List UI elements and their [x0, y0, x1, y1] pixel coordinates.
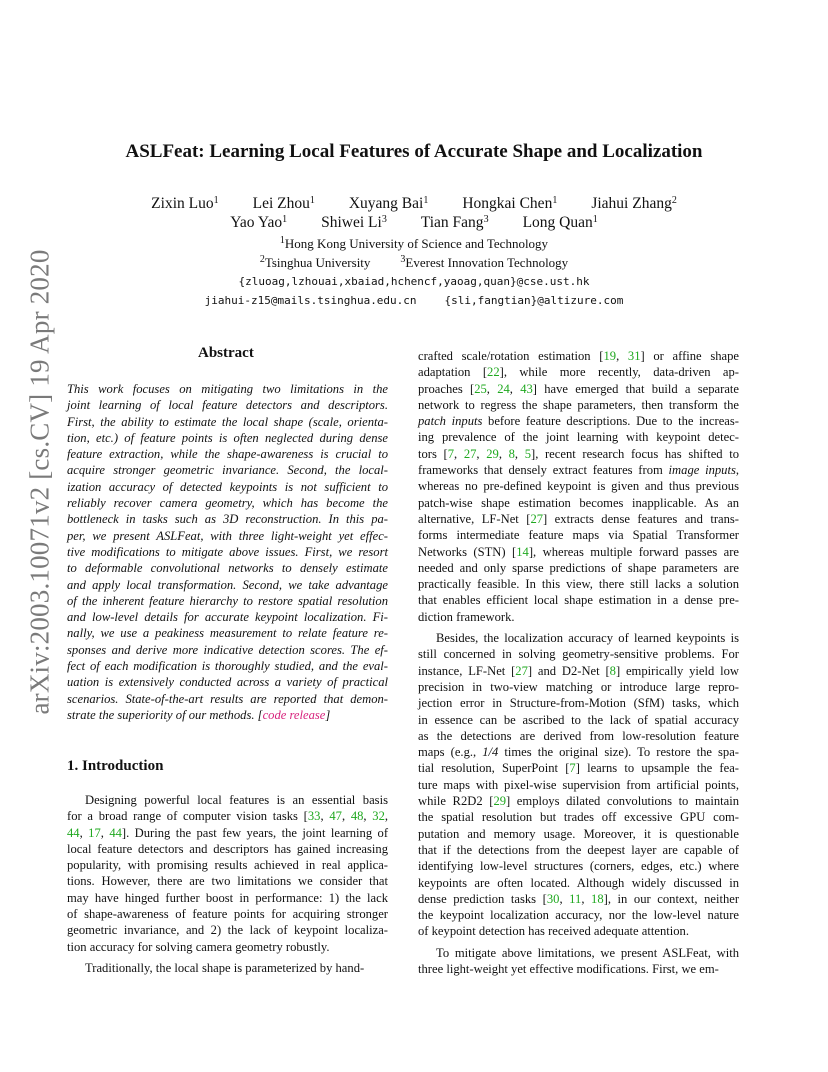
- text-line: the spatial resolution but trades off excessive GPU com-: [418, 810, 739, 825]
- citation-link[interactable]: 24: [497, 381, 510, 396]
- author-affiliation-marker: 1: [592, 214, 598, 225]
- abstract-line: tive modifications to mitigate above issues. First, we resort: [67, 544, 388, 559]
- abstract-line: First, the ability to estimate the local shape (scale, orienta-: [67, 414, 388, 429]
- citation-link[interactable]: 7: [447, 446, 455, 461]
- abstract-line: and apply local transformation. Second, we take advantage: [67, 577, 388, 592]
- citation-link[interactable]: 43: [520, 381, 533, 396]
- citation-link[interactable]: 44: [67, 825, 80, 840]
- citation-link[interactable]: 27: [515, 663, 528, 678]
- citation-link[interactable]: 27: [463, 446, 477, 461]
- emphasis-text: 1/4: [482, 745, 499, 760]
- text-line: putation and memory usage. Moreover, it is questionable: [418, 826, 739, 841]
- email-line-2: [0, 294, 828, 307]
- citation-link[interactable]: 29: [493, 794, 507, 809]
- citation-link[interactable]: 30: [546, 891, 560, 906]
- text-line: that enables efficient local shape estimation in a dense pre-: [418, 593, 739, 608]
- citation-link[interactable]: 27: [530, 511, 544, 526]
- text-line: needed and only sparse predictions of shape parameters are: [418, 560, 739, 575]
- affiliation-2-marker: 2: [259, 254, 265, 265]
- email-altizure: {sli,fangtian}@altizure.com: [444, 294, 624, 307]
- text-line: whereas no pre-defined keypoint is given and thus previous: [418, 479, 739, 494]
- author-list-line-1: [0, 195, 828, 213]
- text-line: the keypoint localization accuracy, nor the low-level nature: [418, 908, 739, 923]
- text-line: that if the detections from the deepest layer are capable of: [418, 842, 739, 857]
- abstract-line: scenarios. State-of-the-art results are reported that demon-: [67, 691, 388, 706]
- abstract-line: strate the superiority of our methods. [code release]: [67, 707, 331, 722]
- citation-link[interactable]: 33: [307, 809, 321, 824]
- abstract-line: feature extraction, while the shape-awareness is crucial to: [67, 447, 388, 462]
- text-line: instance, LF-Net [27] and D2-Net [8] empirically yield low: [418, 663, 739, 678]
- author-affiliation-marker: 1: [213, 195, 219, 206]
- text-line: identifying low-level structures (corners, edges, etc.) where: [418, 859, 739, 874]
- text-line: tion accuracy for solving camera geometry robustly.: [67, 939, 330, 954]
- text-line: three light-weight yet effective modifications. First, we em-: [418, 961, 719, 976]
- abstract-line: ization accuracy of detected keypoints is not sufficient to: [67, 479, 388, 494]
- text-line: tions. However, there are two limitations we consider that: [67, 874, 388, 889]
- text-line: Traditionally, the local shape is parameterized by hand-: [85, 960, 365, 975]
- affiliation-3-marker: 3: [400, 254, 406, 265]
- text-line: proaches [25, 24, 43] have emerged that build a separate: [418, 381, 739, 396]
- text-line: Besides, the localization accuracy of learned keypoints is: [436, 631, 739, 646]
- citation-link[interactable]: 48: [350, 809, 364, 824]
- author-name: Zixin Luo$^1$: [151, 195, 219, 212]
- author-name: Tian Fang$^3$: [420, 214, 489, 231]
- abstract-line: uation is extensively conducted across a variety of practical: [67, 675, 388, 690]
- text-line: for a broad range of computer vision tasks [33, 47, 48, 32,: [67, 809, 389, 824]
- email-line-1: {zluoag,lzhouai,xbaiad,hchencf,yaoag,quan}@cse.ust.hk: [238, 275, 590, 288]
- text-line: ing prevalence of the joint learning with keypoint detec-: [418, 430, 739, 445]
- citation-link[interactable]: 47: [329, 809, 342, 824]
- text-line: 44, 17, 44]. During the past few years, the joint learning of: [67, 825, 389, 840]
- text-line: jection error in Structure-from-Motion (SfM) tasks, which: [418, 696, 739, 711]
- text-line: as the detections are derived from low-resolution feature: [418, 728, 739, 743]
- citation-link[interactable]: 5: [524, 446, 531, 461]
- abstract-line: fect of each modification is thoroughly studied, and the eval-: [67, 659, 388, 674]
- author-list-line-2: [0, 214, 828, 232]
- abstract-line: joint learning of local feature detectors and descriptors.: [67, 398, 388, 413]
- arxiv-identifier: arXiv:2003.10071v2 [cs.CV] 19 Apr 2020: [24, 249, 55, 715]
- author-affiliation-marker: 3: [381, 214, 387, 225]
- text-line: frameworks that densely extract features from image inputs,: [418, 463, 740, 478]
- abstract-line: sponses and derive more indicative detection scores. The ef-: [67, 642, 388, 657]
- text-line: Networks (STN) [14], whereas multiple forward passes are: [418, 544, 739, 559]
- abstract-line: and low-level details for accurate keypoint localization. Fi-: [67, 610, 388, 625]
- text-line: tial resolution, SuperPoint [7] learns to upsample the fea-: [418, 761, 739, 776]
- text-line: forms intermediate feature maps via Spatial Transformer: [418, 528, 739, 543]
- author-affiliation-marker: 1: [552, 195, 558, 206]
- author-affiliation-marker: 1: [282, 214, 288, 225]
- author-name: Shiwei Li$^3$: [321, 214, 387, 231]
- abstract-line: of the inherent feature hierarchy to restore spatial resolution: [67, 593, 388, 608]
- citation-link[interactable]: 8: [609, 663, 616, 678]
- text-line: of keypoint detection has received adequate attention.: [418, 924, 690, 939]
- abstract-line: nally, we use a peakiness measurement to relate feature re-: [67, 626, 388, 641]
- text-line: crafted scale/rotation estimation [19, 31] or affine shape: [418, 349, 739, 363]
- author-affiliation-marker: 2: [671, 195, 677, 206]
- author-name: Xuyang Bai$^1$: [348, 195, 429, 212]
- citation-link[interactable]: 11: [569, 891, 582, 906]
- text-line: network to regress the shape parameters, then transform the: [418, 397, 739, 412]
- text-line: geometric invariance, and 2) the lack of keypoint localiza-: [67, 923, 388, 938]
- citation-link[interactable]: 8: [508, 446, 515, 461]
- text-line: patch inputs before feature descriptions. Due to the increas-: [418, 414, 739, 429]
- text-line: diction framework.: [418, 609, 515, 624]
- citation-link[interactable]: 31: [627, 349, 641, 363]
- abstract-line: bottleneck in tasks such as 3D reconstruction. In this pa-: [67, 512, 388, 527]
- text-line: maps (e.g., 1/4 times the original size). To restore the spa-: [418, 745, 740, 760]
- text-line: may have hinged further boost in performance: 1) the lack: [67, 890, 388, 905]
- author-affiliation-marker: 3: [483, 214, 489, 225]
- author-name: Hongkai Chen$^1$: [462, 195, 558, 212]
- affiliation-1: [0, 235, 828, 252]
- text-line: in essence can be ascribed to the lack of spatial accuracy: [418, 712, 739, 727]
- citation-link[interactable]: 22: [487, 365, 500, 380]
- author-affiliation-marker: 1: [309, 195, 315, 206]
- text-line: dense prediction tasks [30, 11, 18], in our context, neither: [418, 891, 740, 906]
- text-line: while R2D2 [29] employs dilated convolutions to maintain: [418, 794, 740, 809]
- abstract-line: This work focuses on mitigating two limitations in the: [67, 382, 388, 396]
- abstract-line: tion, etc.) of feature points is often neglected during dense: [67, 430, 388, 445]
- text-line: patch-wise shape estimation becomes inapplicable. As an: [418, 495, 739, 510]
- text-line: tors [7, 27, 29, 8, 5], recent research focus has shifted to: [418, 446, 740, 461]
- text-line: local feature detectors and descriptors has gained increasing: [67, 841, 388, 856]
- text-line: Designing powerful local features is an essential basis: [85, 793, 388, 807]
- email-tsinghua: jiahui-z15@mails.tsinghua.edu.cn: [204, 294, 417, 307]
- citation-link[interactable]: 18: [591, 891, 604, 906]
- abstract-line: to deformable convolutional networks to densely estimate: [67, 561, 388, 576]
- arxiv-sidebar-stamp: [18, 249, 62, 715]
- citation-link[interactable]: 19: [603, 349, 617, 363]
- citation-link[interactable]: 14: [516, 544, 529, 559]
- affiliation-1-marker: 1: [279, 235, 285, 246]
- introduction-left-column: [67, 792, 388, 976]
- citation-link[interactable]: 25: [474, 381, 487, 396]
- author-name: Yao Yao$^1$: [230, 214, 288, 231]
- introduction-right-column: [418, 348, 739, 977]
- abstract-line: reliably recover camera geometry, which has become the: [67, 496, 388, 511]
- abstract-line: per, we present ASLFeat, with three light-weight yet effec-: [67, 528, 388, 543]
- author-name: Jiahui Zhang$^2$: [591, 195, 677, 212]
- affiliation-3-name: Everest Innovation Technology: [405, 255, 569, 270]
- abstract-line: acquire stronger geometric invariance. Second, the local-: [67, 463, 388, 478]
- text-line: ture maps with pixel-wise supervision from artificial points,: [418, 777, 739, 792]
- text-line: alternative, LF-Net [27] extracts dense features and trans-: [418, 511, 740, 526]
- author-affiliation-marker: 1: [423, 195, 429, 206]
- text-line: of shape-awareness of feature points for acquiring stronger: [67, 907, 388, 922]
- citation-link[interactable]: 44: [109, 825, 122, 840]
- affiliation-2-3: [0, 254, 828, 271]
- affiliation-1-name: Hong Kong University of Science and Technology: [284, 236, 549, 251]
- text-line: To mitigate above limitations, we present ASLFeat, with: [436, 945, 739, 960]
- text-line: practically feasible. In this view, there still lacks a solution: [418, 577, 739, 592]
- text-line: popularity, with promising results achieved in real applica-: [67, 858, 388, 873]
- author-name: Long Quan$^1$: [522, 214, 598, 231]
- text-line: still concerned in solving geometry-sensitive problems. For: [418, 647, 739, 662]
- introduction-heading: 1. Introduction: [67, 758, 164, 774]
- citation-link[interactable]: 29: [486, 446, 499, 461]
- abstract-heading: Abstract: [198, 345, 254, 361]
- citation-link[interactable]: 7: [569, 761, 576, 776]
- emphasis-text: image inputs: [668, 463, 736, 478]
- abstract-body: [67, 381, 388, 723]
- paper-title: ASLFeat: Learning Local Features of Accurate Shape and Localization: [125, 141, 703, 162]
- text-line: keypoints are often located. Although widely discussed in: [418, 875, 739, 890]
- affiliation-2-name: Tsinghua University: [264, 255, 371, 270]
- citation-link[interactable]: 32: [372, 809, 385, 824]
- text-line: precision in two-view matching or introduce large repro-: [418, 679, 739, 694]
- code-release-link[interactable]: code release: [262, 707, 326, 722]
- emphasis-text: patch inputs: [418, 414, 483, 429]
- citation-link[interactable]: 17: [88, 825, 101, 840]
- text-line: adaptation [22], while more recently, data-driven ap-: [418, 365, 740, 380]
- author-name: Lei Zhou$^1$: [252, 195, 315, 212]
